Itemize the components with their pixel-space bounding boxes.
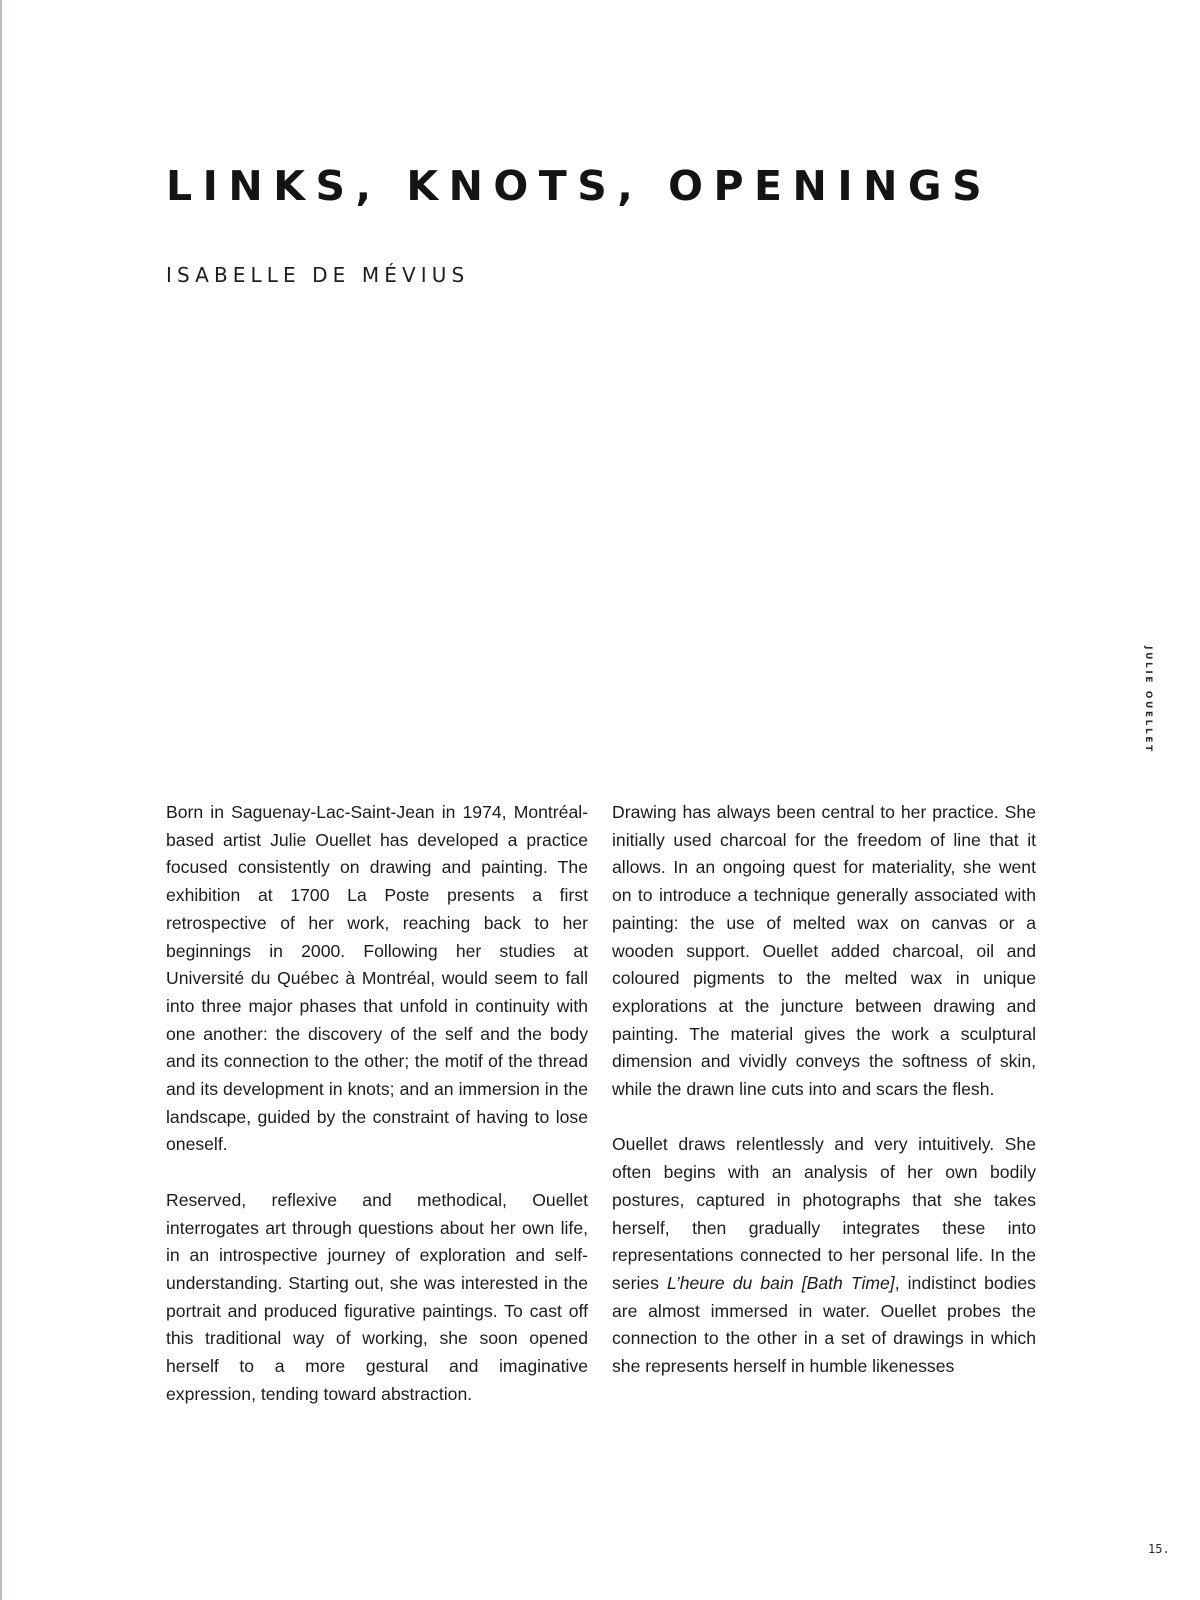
running-header-artist: JULIE OUELLET (1143, 646, 1153, 754)
paragraph: Drawing has always been central to her practice. She initially used charcoal for the freedom of line that it allows. In an ongoing quest for materiality, she went on to introduce a technique generally associated with painting: the use of melted wax on canvas or a wooden support. Ouellet added charcoal, oil and coloured pigments to the melted wax in unique explorations at the juncture between drawing and painting. The material gives the work a sculptural dimension and vividly conveys the softness of skin, while the drawn line cuts into and scars the flesh. (612, 802, 1036, 1100)
text-column-left (166, 799, 588, 1436)
text-column-right (612, 799, 1036, 1408)
paragraph-text: Ouellet draws relentlessly and very intuitively. She often begins with an analysis of her own bodily postures, captured in photographs that she takes herself, then gradually integrates these into representations connected to her personal life. In the series (612, 1134, 1036, 1293)
page-edge-line (0, 0, 2, 1600)
article-title: LINKS, KNOTS, OPENINGS (166, 162, 993, 210)
paragraph: Reserved, reflexive and methodical, Ouellet interrogates art through questions about her own life, in an introspective journey of exploration and self-understanding. Starting out, she was interested in the portrait and produced figurative paintings. To cast off this traditional way of working, she soon opened herself to a more gestural and imaginative expression, tending toward abstraction. (166, 1189, 588, 1404)
author-name: ISABELLE DE MÉVIUS (166, 263, 470, 287)
paragraph: Born in Saguenay-Lac-Saint-Jean in 1974, Montréal-based artist Julie Ouellet has developed a practice focused consistently on drawing and painting. The exhibition at 1700 La Poste presents a first retrospective of her work, reaching back to her beginnings in 2000. Following her studies at Université du Québec à Montréal, would seem to fall into three major phases that unfold in continuity with one another: the discovery of the self and the body and its connection to the other; the motif of the thread and its development in knots; and an immersion in the landscape, guided by the constraint of having to lose oneself. (166, 802, 588, 1155)
paragraph-text: , indistinct bodies are almost immersed in water. Ouellet probes the connection to the other in a set of drawings in which she represents herself in humble likenesses (612, 1272, 1036, 1377)
artwork-series-title: L’heure du bain [Bath Time] (667, 1272, 895, 1293)
page-number: 15. (1148, 1542, 1170, 1556)
paragraph (612, 1131, 1036, 1380)
